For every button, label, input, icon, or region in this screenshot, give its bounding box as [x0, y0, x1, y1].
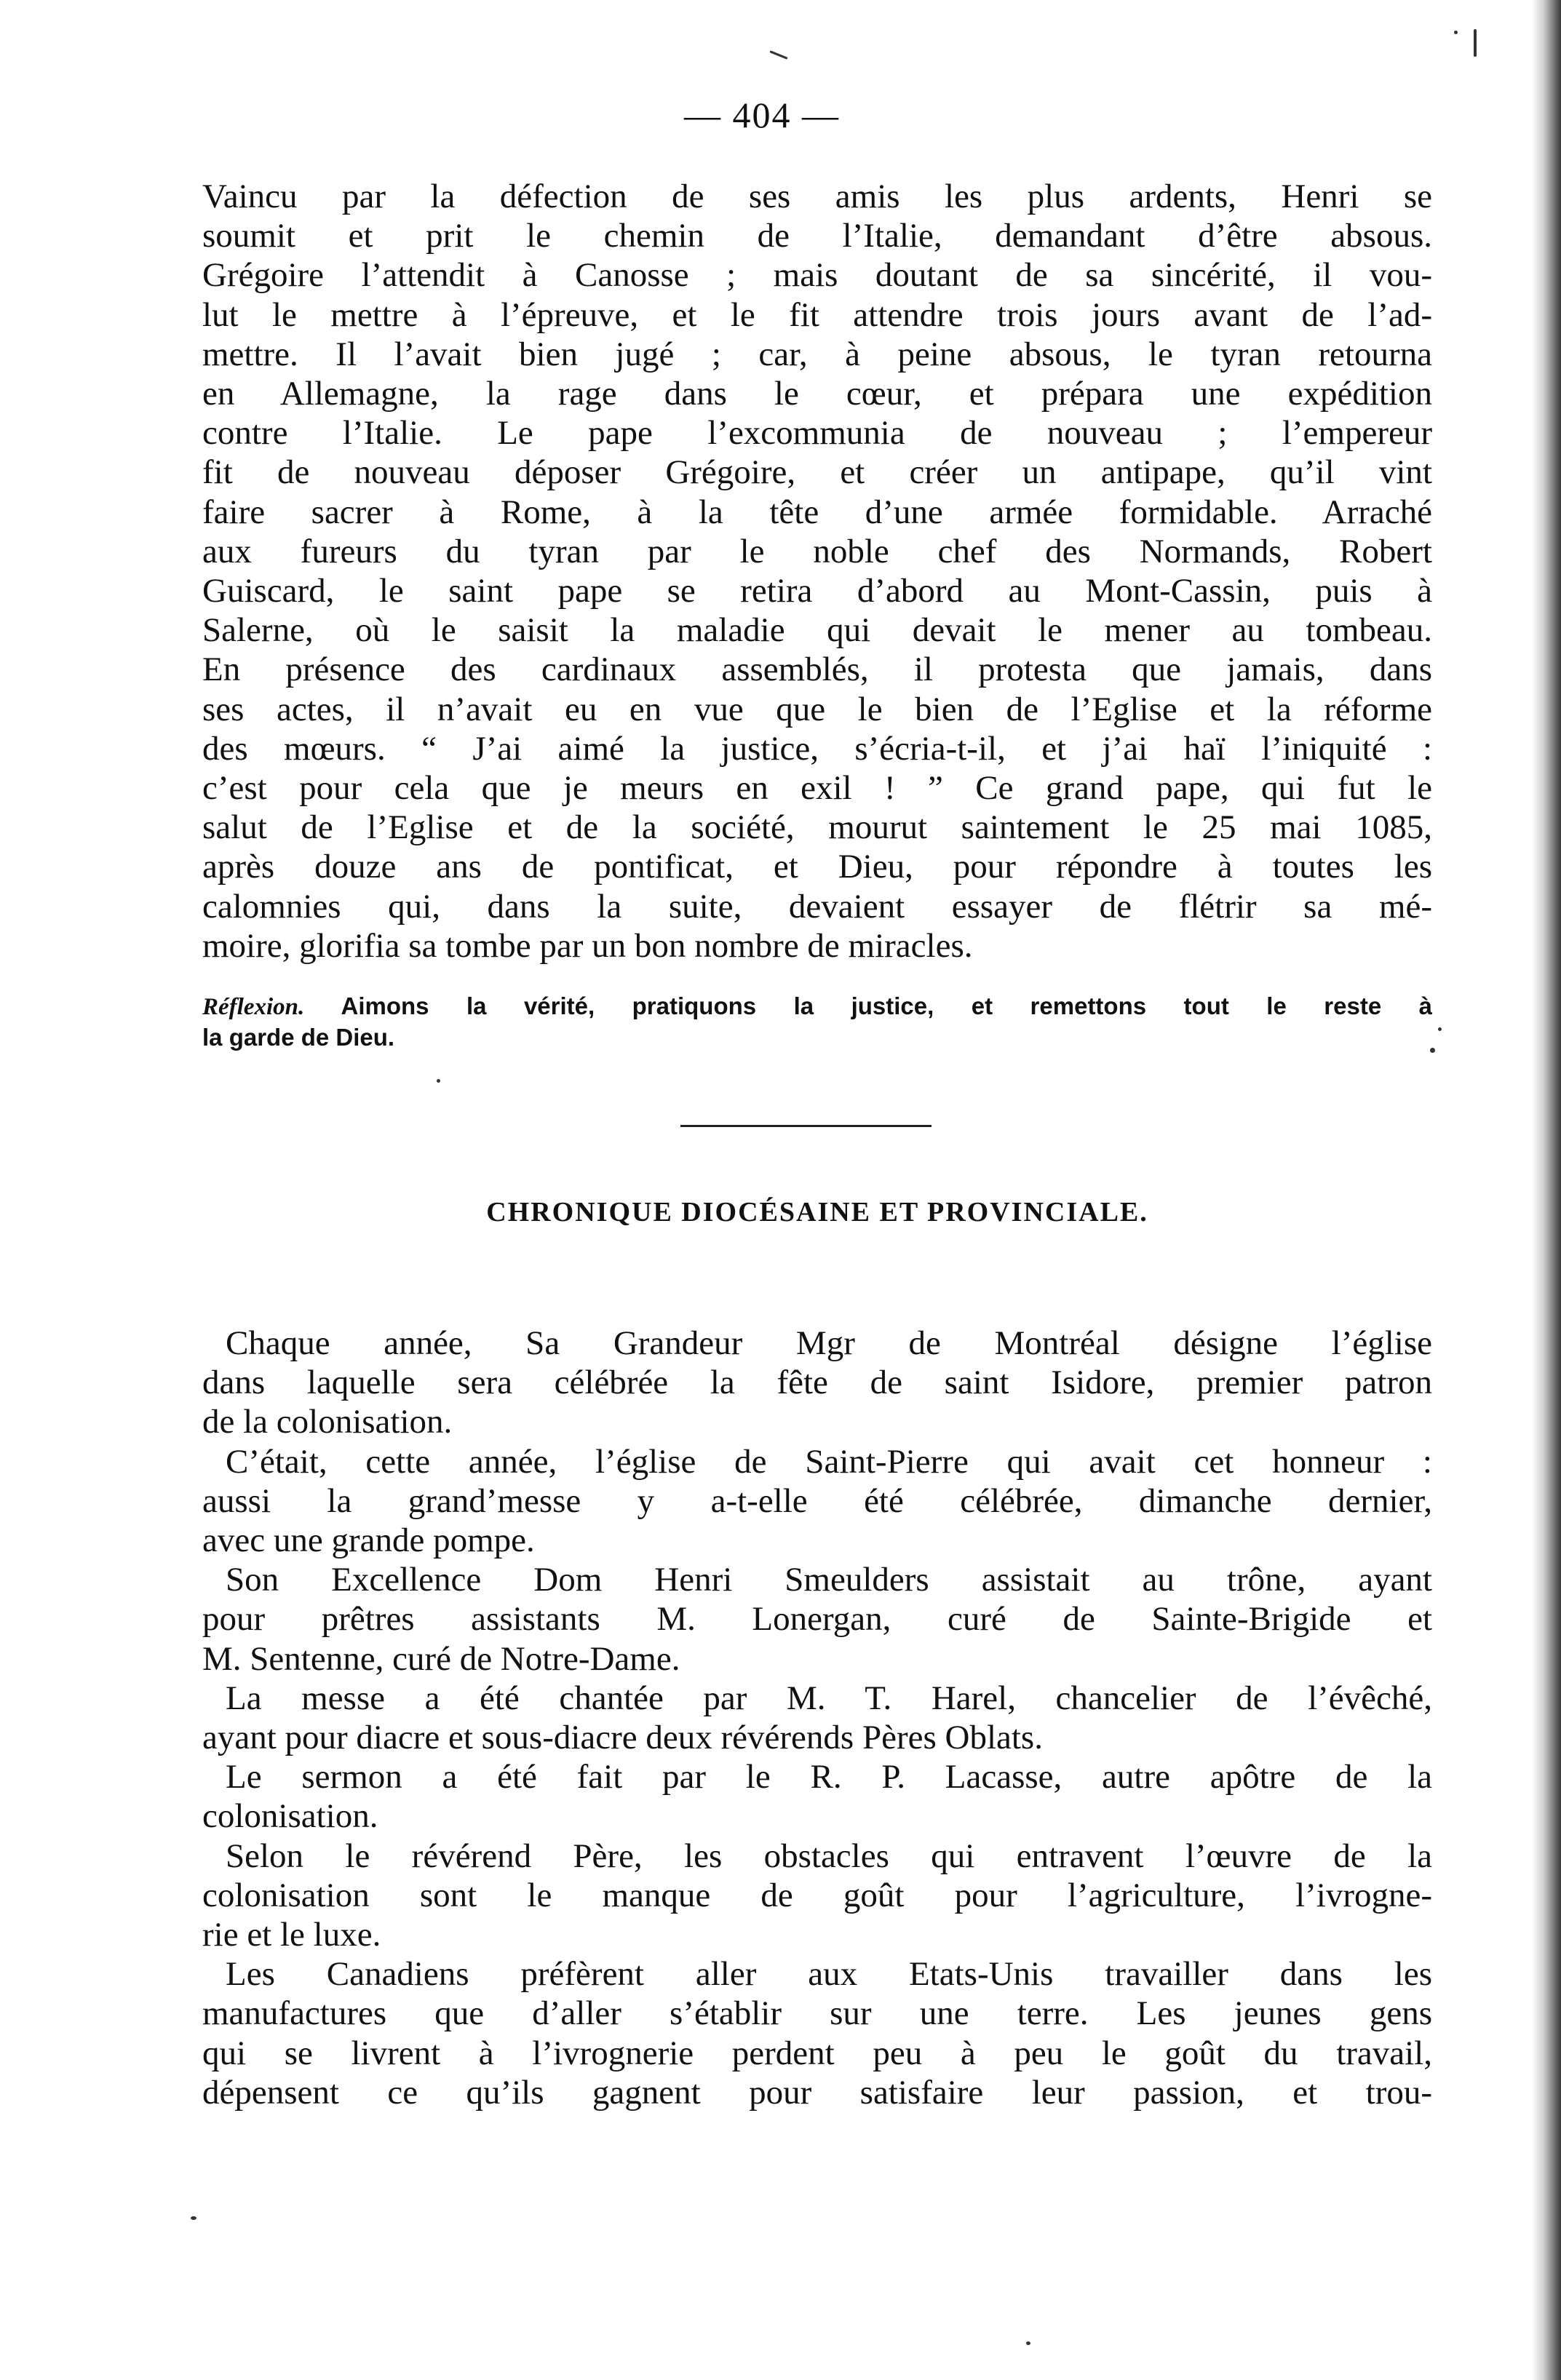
text-line: faire sacrer à Rome, à la tête d’une armée formidable. Arraché: [202, 493, 1432, 531]
scan-speck: [769, 50, 787, 60]
text-line: ses actes, il n’avait eu en vue que le bien de l’Eglise et la réforme: [202, 690, 1432, 728]
text-line: Chaque année, Sa Grandeur Mgr de Montréal désigne l’église: [226, 1324, 1432, 1362]
text-line: En présence des cardinaux assemblés, il protesta que jamais, dans: [202, 650, 1432, 689]
reflexion-line: la garde de Dieu.: [202, 1024, 395, 1051]
text-line: Son Excellence Dom Henri Smeulders assistait au trône, ayant: [226, 1561, 1432, 1599]
text-line: Le sermon a été fait par le R. P. Lacasse, autre apôtre de la: [226, 1758, 1432, 1796]
text-line: dans laquelle sera célébrée la fête de saint Isidore, premier patron: [202, 1364, 1432, 1402]
text-line: contre l’Italie. Le pape l’excommunia de nouveau ; l’empereur: [202, 414, 1432, 453]
scan-speck: [1430, 1048, 1435, 1053]
text-line: Vaincu par la défection de ses amis les plus ardents, Henri se: [202, 178, 1432, 215]
article-body: [202, 177, 1432, 966]
scan-speck: [1438, 1027, 1442, 1031]
reflexion-label: Réflexion.: [202, 994, 305, 1020]
chronicle-body: [202, 1324, 1432, 2112]
text-line: Les Canadiens préfèrent aller aux Etats-Unis travailler dans les: [226, 1955, 1432, 1994]
page-number: — 404 —: [684, 95, 840, 135]
text-line: avec une grande pompe.: [202, 1521, 535, 1560]
text-line: aux fureurs du tyran par le noble chef des Normands, Robert: [202, 532, 1432, 570]
scan-speck: [191, 2216, 196, 2220]
text-line: de la colonisation.: [202, 1403, 453, 1441]
text-line: aussi la grand’messe y a-t-elle été célébrée, dimanche dernier,: [202, 1481, 1432, 1520]
scan-speck: [437, 1079, 440, 1083]
text-line: Grégoire l’attendit à Canosse ; mais doutant de sa sincérité, il vou-: [202, 256, 1432, 295]
section-heading: CHRONIQUE DIOCÉSAINE ET PROVINCIALE.: [486, 1197, 1148, 1227]
text-line: Selon le révérend Père, les obstacles qui entravent l’œuvre de la: [226, 1836, 1432, 1875]
text-line: ayant pour diacre et sous-diacre deux révérends Pères Oblats.: [202, 1719, 1043, 1757]
text-line: fit de nouveau déposer Grégoire, et créer un antipape, qu’il vint: [202, 453, 1432, 492]
reflexion-note: [202, 991, 1432, 1053]
text-line: moire, glorifia sa tombe par un bon nombre de miracles.: [202, 926, 973, 965]
text-line: M. Sentenne, curé de Notre-Dame.: [202, 1639, 680, 1678]
reflexion-line: [202, 991, 1432, 1022]
text-line: La messe a été chantée par M. T. Harel, chancelier de l’évêché,: [226, 1679, 1432, 1717]
text-line: après douze ans de pontificat, et Dieu, pour répondre à toutes les: [202, 848, 1432, 886]
text-line: calomnies qui, dans la suite, devaient essayer de flétrir sa mé-: [202, 887, 1432, 926]
scan-speck: [1026, 2341, 1030, 2345]
text-line: rie et le luxe.: [202, 1916, 381, 1954]
text-line: des mœurs. “ J’ai aimé la justice, s’écria-t-il, et j’ai haï l’iniquité :: [202, 729, 1432, 768]
text-line: salut de l’Eglise et de la société, mourut saintement le 25 mai 1085,: [202, 808, 1432, 847]
text-line: manufactures que d’aller s’établir sur une terre. Les jeunes gens: [202, 1994, 1432, 2033]
text-line: mettre. Il l’avait bien jugé ; car, à peine absous, le tyran retourna: [202, 335, 1432, 373]
scan-speck: [1474, 29, 1477, 57]
text-line: en Allemagne, la rage dans le cœur, et prépara une expédition: [202, 375, 1432, 413]
text-line: c’est pour cela que je meurs en exil ! ” Ce grand pape, qui fut le: [202, 769, 1432, 808]
text-line: lut le mettre à l’épreuve, et le fit attendre trois jours avant de l’ad-: [202, 295, 1432, 334]
text-line: dépensent ce qu’ils gagnent pour satisfaire leur passion, et trou-: [202, 2073, 1432, 2112]
section-separator: [680, 1125, 932, 1127]
text-line: colonisation.: [202, 1797, 378, 1836]
page-binding-edge: [1532, 0, 1561, 2380]
text-line: colonisation sont le manque de goût pour l’agriculture, l’ivrogne-: [202, 1876, 1432, 1914]
text-line: Salerne, où le saisit la maladie qui devait le mener au tombeau.: [202, 611, 1432, 650]
scan-speck: [1454, 31, 1458, 34]
text-line: pour prêtres assistants M. Lonergan, curé de Sainte-Brigide et: [202, 1600, 1432, 1639]
text-line: Guiscard, le saint pape se retira d’abord au Mont-Cassin, puis à: [202, 572, 1432, 610]
text-line: soumit et prit le chemin de l’Italie, demandant d’être absous.: [202, 217, 1432, 255]
text-line: qui se livrent à l’ivrognerie perdent peu à peu le goût du travail,: [202, 2034, 1432, 2072]
text-line: C’était, cette année, l’église de Saint-Pierre qui avait cet honneur :: [226, 1442, 1432, 1481]
reflexion-text: Aimons la vérité, pratiquons la justice, et remettons tout le reste à: [341, 992, 1433, 1019]
